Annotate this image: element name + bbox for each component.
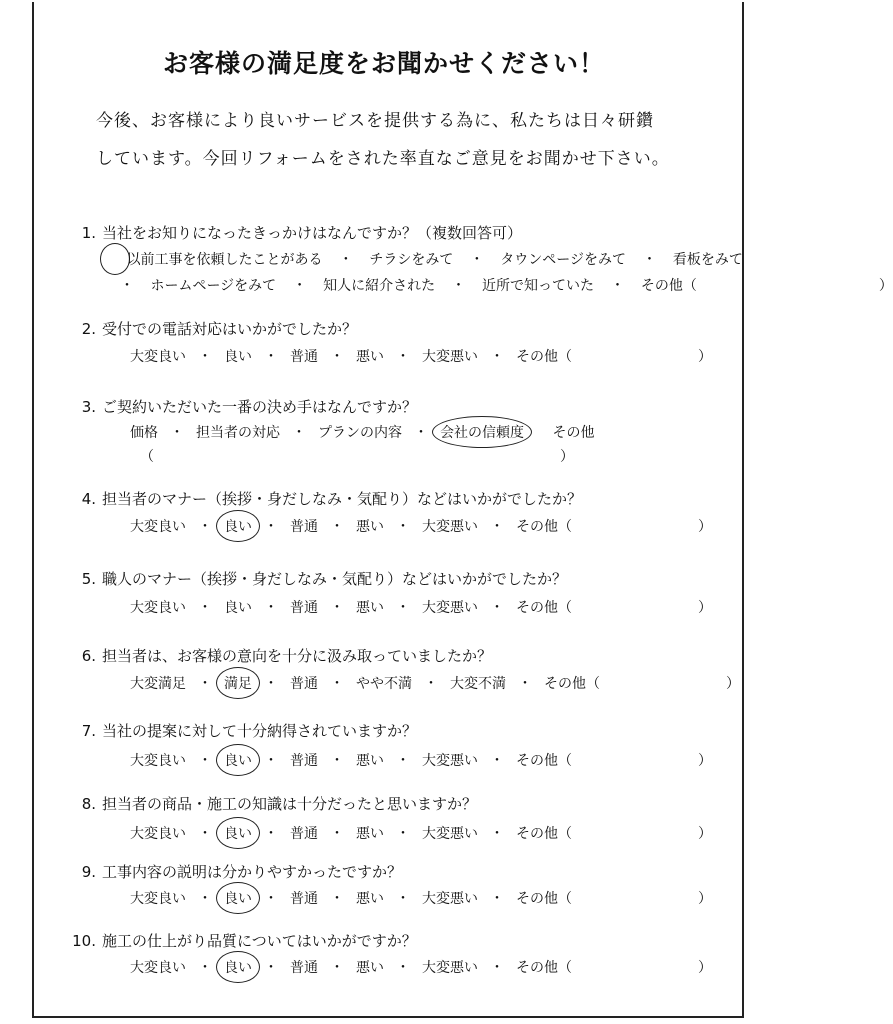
option[interactable]: 普通 <box>290 519 318 535</box>
option[interactable]: その他（ ） <box>640 278 893 294</box>
option[interactable]: 悪い <box>356 753 384 769</box>
option[interactable]: 大変良い <box>130 349 186 365</box>
option[interactable]: その他（ ） <box>516 826 712 842</box>
option[interactable]: 普通 <box>290 826 318 842</box>
option[interactable]: 大変良い <box>130 600 186 616</box>
question-1-options-line-2: ・ ホームページをみて ・ 知人に紹介された ・ 近所で知っていた ・ その他（ ） <box>108 275 893 295</box>
option-selected[interactable]: 良い <box>224 823 252 843</box>
page-title: お客様の満足度をお聞かせください！ <box>162 49 605 78</box>
question-7-options: 大変良い ・ 良い ・ 普通 ・ 悪い ・ 大変悪い ・ その他（ ） <box>130 750 712 770</box>
question-text: 職人のマナー（挨拶・身だしなみ・気配り）などはいかがでしたか？ <box>102 570 568 588</box>
question-8-options: 大変良い ・ 良い ・ 普通 ・ 悪い ・ 大変悪い ・ その他（ ） <box>130 823 712 843</box>
question-5: 5. 職人のマナー（挨拶・身だしなみ・気配り）などはいかがでしたか？ <box>81 570 568 588</box>
question-1 <box>70 222 522 243</box>
question-6: 6. 担当者は、お客様の意向を十分に汲み取っていましたか？ <box>81 647 493 665</box>
question-3: 3. ご契約いただいた一番の決め手はなんですか？ <box>81 398 418 416</box>
option[interactable]: 大変悪い <box>422 519 478 535</box>
option[interactable]: その他（ ） <box>516 960 712 976</box>
question-text: 担当者は、お客様の意向を十分に汲み取っていましたか？ <box>102 647 493 665</box>
option[interactable]: ホームページをみて <box>150 278 277 294</box>
option[interactable]: 普通 <box>290 600 318 616</box>
option[interactable]: 担当者の対応 <box>196 425 280 441</box>
option[interactable]: 大変良い <box>130 519 186 535</box>
question-2-options: 大変良い ・ 良い ・ 普通 ・ 悪い ・ 大変悪い ・ その他（ ） <box>130 346 712 366</box>
question-text: 担当者のマナー（挨拶・身だしなみ・気配り）などはいかがでしたか？ <box>102 490 583 508</box>
option[interactable]: 価格 <box>130 425 158 441</box>
option[interactable]: 悪い <box>356 600 384 616</box>
question-text: 担当者の商品・施工の知識は十分だったと思いますか？ <box>102 795 478 813</box>
option[interactable]: その他（ ） <box>516 891 712 907</box>
question-10: 10. 施工の仕上がり品質についてはいかがですか？ <box>72 932 417 950</box>
option[interactable]: 大変悪い <box>422 600 478 616</box>
option[interactable]: 大変悪い <box>422 753 478 769</box>
option[interactable]: 悪い <box>356 519 384 535</box>
option[interactable]: 大変不満 <box>450 676 506 692</box>
intro-line-2: しています。今回リフォームをされた率直なご意見をお聞かせ下さい。 <box>96 149 670 169</box>
option[interactable]: 以前工事を依頼したことがある <box>126 252 323 268</box>
question-7: 7. 当社の提案に対して十分納得されていますか？ <box>81 722 418 740</box>
option-selected[interactable]: 良い <box>224 750 252 770</box>
question-text: 工事内容の説明は分かりやすかったですか？ <box>102 863 403 881</box>
question-text: 施工の仕上がり品質についてはいかがですか？ <box>102 932 417 950</box>
question-text: 当社をお知りになったきっかけはなんですか？（複数回答可） <box>102 224 523 242</box>
question-6-options: 大変満足 ・ 満足 ・ 普通 ・ やや不満 ・ 大変不満 ・ その他（ ） <box>130 673 740 693</box>
question-number: 1. <box>81 224 96 242</box>
option[interactable]: 看板をみて <box>672 252 743 268</box>
question-2: 2. 受付での電話対応はいかがでしたか？ <box>81 320 358 338</box>
option[interactable]: 普通 <box>290 960 318 976</box>
option[interactable]: その他（ ） <box>516 600 712 616</box>
question-5-options: 大変良い ・ 良い ・ 普通 ・ 悪い ・ 大変悪い ・ その他（ ） <box>130 597 712 617</box>
option[interactable]: 悪い <box>356 349 384 365</box>
question-text: ご契約いただいた一番の決め手はなんですか？ <box>102 398 418 416</box>
option[interactable]: 普通 <box>290 753 318 769</box>
question-3-options: 価格 ・ 担当者の対応 ・ プランの内容 ・ 会社の信頼度 その他 <box>130 422 594 442</box>
option-selected[interactable]: 満足 <box>224 673 252 693</box>
option[interactable]: 大変悪い <box>422 826 478 842</box>
option[interactable]: 普通 <box>290 891 318 907</box>
option-selected[interactable]: 良い <box>224 516 252 536</box>
question-4: 4. 担当者のマナー（挨拶・身だしなみ・気配り）などはいかがでしたか？ <box>81 490 583 508</box>
option[interactable]: 近所で知っていた <box>482 278 594 294</box>
option[interactable]: 大変良い <box>130 753 186 769</box>
option[interactable]: その他 <box>552 425 595 441</box>
option[interactable]: 悪い <box>356 891 384 907</box>
option[interactable]: 大変良い <box>130 826 186 842</box>
option[interactable]: 大変悪い <box>422 960 478 976</box>
question-4-options: 大変良い ・ 良い ・ 普通 ・ 悪い ・ 大変悪い ・ その他（ ） <box>130 516 712 536</box>
question-text: 当社の提案に対して十分納得されていますか？ <box>102 722 418 740</box>
option-selected[interactable]: 良い <box>224 888 252 908</box>
option[interactable]: 知人に紹介された <box>323 278 436 294</box>
option[interactable]: その他（ ） <box>516 349 712 365</box>
option[interactable]: プランの内容 <box>318 425 402 441</box>
question-8: 8. 担当者の商品・施工の知識は十分だったと思いますか？ <box>81 795 478 813</box>
option-selected[interactable]: 良い <box>224 957 252 977</box>
option-checkbox[interactable] <box>108 249 122 269</box>
question-text: 受付での電話対応はいかがでしたか？ <box>102 320 358 338</box>
option[interactable]: その他（ ） <box>544 676 740 692</box>
question-9: 9. 工事内容の説明は分かりやすかったですか？ <box>81 863 403 881</box>
question-1-options-line-1: 以前工事を依頼したことがある ・ チラシをみて ・ タウンページをみて ・ 看板をみて <box>108 249 743 269</box>
option[interactable]: 良い <box>224 600 252 616</box>
option-selected[interactable]: 会社の信頼度 <box>440 422 524 442</box>
option[interactable]: 大変満足 <box>130 676 186 692</box>
option[interactable]: 良い <box>224 349 252 365</box>
question-3-other-field[interactable]: （ ） <box>140 449 574 465</box>
option[interactable]: 大変良い <box>130 960 186 976</box>
option[interactable]: 大変悪い <box>422 891 478 907</box>
option[interactable]: 普通 <box>290 349 318 365</box>
option[interactable]: タウンページをみて <box>500 252 626 268</box>
intro-line-1: 今後、お客様により良いサービスを提供する為に、私たちは日々研鑽 <box>96 111 654 131</box>
option[interactable]: その他（ ） <box>516 753 712 769</box>
option[interactable]: その他（ ） <box>516 519 712 535</box>
option[interactable]: 悪い <box>356 960 384 976</box>
option[interactable]: 大変良い <box>130 891 186 907</box>
option[interactable]: 悪い <box>356 826 384 842</box>
option[interactable]: 普通 <box>290 676 318 692</box>
option[interactable]: やや不満 <box>356 676 412 692</box>
option[interactable]: チラシをみて <box>369 252 454 268</box>
option[interactable]: 大変悪い <box>422 349 478 365</box>
question-10-options: 大変良い ・ 良い ・ 普通 ・ 悪い ・ 大変悪い ・ その他（ ） <box>130 957 712 977</box>
question-9-options: 大変良い ・ 良い ・ 普通 ・ 悪い ・ 大変悪い ・ その他（ ） <box>130 888 712 908</box>
